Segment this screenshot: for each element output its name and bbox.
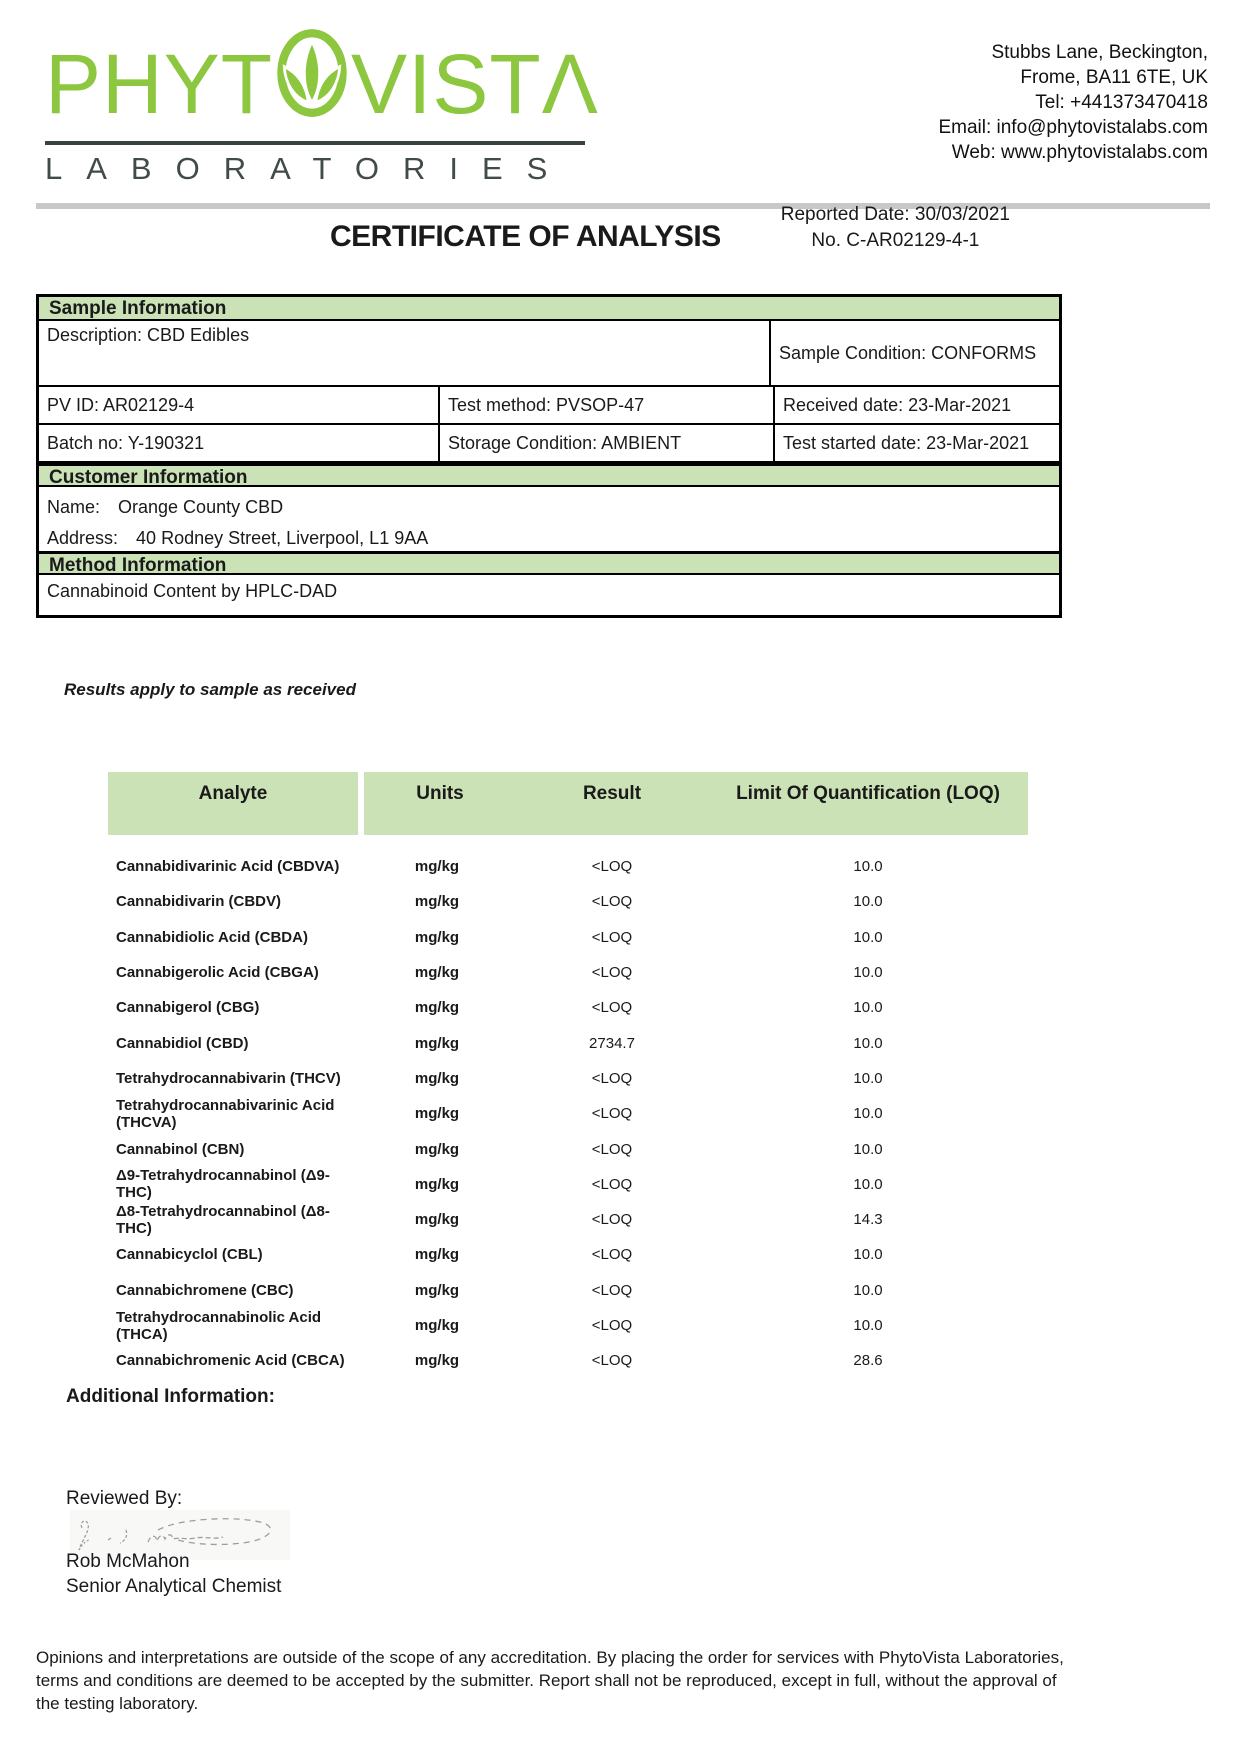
loq-cell: 10.0	[853, 999, 883, 1017]
customer-address-label: Address:	[47, 528, 119, 548]
analyte-cell: Cannabigerolic Acid (CBGA)	[116, 964, 319, 982]
table-row	[108, 920, 1028, 955]
logo-word-part1: PHYT	[45, 36, 274, 131]
units-cell: mg/kg	[414, 1211, 460, 1229]
result-cell: <LOQ	[591, 1317, 633, 1334]
logo-divider-line	[45, 141, 585, 145]
analyte-cell: Cannabigerol (CBG)	[116, 999, 260, 1017]
table-row	[108, 1273, 1028, 1308]
analyte-cell: Cannabidivarin (CBDV)	[116, 893, 282, 911]
units-cell: mg/kg	[414, 1352, 460, 1370]
page-title: CERTIFICATE OF ANALYSIS	[330, 220, 721, 253]
customer-address-value: 40 Rodney Street, Liverpool, L1 9AA	[136, 528, 429, 548]
test-method-cell: Test method: PVSOP-47	[440, 387, 775, 423]
analyte-cell: Tetrahydrocannabinolic Acid (THCA)	[116, 1308, 322, 1343]
result-cell: <LOQ	[591, 928, 633, 946]
table-row	[39, 425, 1059, 463]
sample-description-cell: Description: CBD Edibles	[39, 321, 771, 385]
received-date-cell: Received date: 23-Mar-2021	[783, 394, 1012, 415]
result-cell: 2734.7	[589, 1034, 635, 1052]
column-header-result: Result	[582, 783, 642, 804]
contact-web: Web: www.phytovistalabs.com	[951, 142, 1208, 163]
result-cell: <LOQ	[591, 858, 633, 876]
units-cell: mg/kg	[414, 858, 460, 876]
reviewer-name: Rob McMahon	[66, 1551, 190, 1572]
phytovista-logo	[45, 28, 599, 187]
table-row	[39, 321, 1059, 387]
table-row	[108, 1343, 1028, 1378]
disclaimer-line3: the testing laboratory.	[36, 1694, 199, 1713]
analyte-cell: Δ8-Tetrahydrocannabinol (Δ8-THC)	[116, 1202, 330, 1237]
loq-cell: 10.0	[853, 1175, 883, 1193]
lab-contact-block	[938, 40, 1208, 165]
contact-address-line2: Frome, BA11 6TE, UK	[1020, 67, 1208, 88]
analyte-cell: Cannabichromenic Acid (CBCA)	[116, 1352, 345, 1370]
analyte-cell: Cannabichromene (CBC)	[116, 1281, 294, 1299]
analyte-cell: Δ9-Tetrahydrocannabinol (Δ9-THC)	[116, 1167, 330, 1202]
table-row	[108, 849, 1028, 884]
column-header-analyte: Analyte	[108, 772, 358, 835]
loq-cell: 10.0	[853, 964, 883, 982]
sample-info-table	[36, 294, 1062, 618]
result-cell: <LOQ	[591, 1175, 633, 1193]
additional-information-label: Additional Information:	[66, 1386, 275, 1407]
units-cell: mg/kg	[414, 1140, 460, 1158]
sample-condition-cell: Sample Condition: CONFORMS	[779, 342, 1037, 363]
customer-name-value: Orange County CBD	[118, 497, 284, 517]
logo-subtitle: LABORATORIES	[45, 151, 572, 186]
results-table-body	[108, 835, 1028, 1378]
units-cell: mg/kg	[414, 928, 460, 946]
units-cell: mg/kg	[414, 964, 460, 982]
units-cell: mg/kg	[414, 1175, 460, 1193]
result-cell: <LOQ	[591, 1352, 633, 1370]
result-cell: <LOQ	[591, 1281, 633, 1299]
loq-cell: 14.3	[853, 1211, 883, 1229]
units-cell: mg/kg	[414, 1105, 460, 1123]
analyte-cell: Cannabidiolic Acid (CBDA)	[116, 928, 308, 946]
storage-condition-cell: Storage Condition: AMBIENT	[440, 425, 775, 461]
loq-cell: 10.0	[853, 858, 883, 876]
units-cell: mg/kg	[414, 1281, 460, 1299]
logo-word-part2: VISTΛ	[351, 36, 599, 131]
result-cell: <LOQ	[591, 1246, 633, 1264]
report-number: No. C-AR02129-4-1	[811, 230, 980, 251]
contact-address-line1: Stubbs Lane, Beckington,	[991, 42, 1208, 63]
loq-cell: 10.0	[853, 1281, 883, 1299]
table-row	[108, 1167, 1028, 1202]
column-header-loq: Limit Of Quantification (LOQ)	[736, 783, 1000, 804]
analyte-cell: Cannabicyclol (CBL)	[116, 1246, 263, 1264]
contact-tel: Tel: +441373470418	[1035, 92, 1208, 113]
result-cell: <LOQ	[591, 893, 633, 911]
table-row	[108, 1237, 1028, 1272]
units-cell: mg/kg	[414, 893, 460, 911]
table-row	[108, 1202, 1028, 1237]
column-header-units: Units	[416, 783, 464, 804]
loq-cell: 10.0	[853, 893, 883, 911]
analyte-cell: Tetrahydrocannabivarinic Acid (THCVA)	[116, 1096, 335, 1131]
customer-name-line	[47, 497, 1051, 518]
loq-cell: 10.0	[853, 1105, 883, 1123]
table-row	[108, 990, 1028, 1025]
table-row	[108, 1025, 1028, 1060]
reviewer-title: Senior Analytical Chemist	[66, 1576, 282, 1597]
method-information-header: Method Information	[39, 551, 1059, 575]
results-header-right-block	[364, 772, 1028, 835]
loq-cell: 10.0	[853, 1069, 883, 1087]
disclaimer-line1: Opinions and interpretations are outside of the scope of any accreditation. By placing the order for services with PhytoVista Laboratories,	[36, 1648, 1064, 1667]
result-cell: <LOQ	[591, 1069, 633, 1087]
disclaimer-text	[36, 1646, 1064, 1715]
table-row	[39, 387, 1059, 425]
units-cell: mg/kg	[414, 1069, 460, 1087]
results-note: Results apply to sample as received	[64, 680, 356, 699]
pv-id-cell: PV ID: AR02129-4	[39, 387, 440, 423]
loq-cell: 10.0	[853, 928, 883, 946]
header-divider-line	[36, 203, 1210, 209]
results-table-header	[108, 772, 1028, 835]
units-cell: mg/kg	[414, 1317, 460, 1334]
result-cell: <LOQ	[591, 1211, 633, 1229]
disclaimer-line2: terms and conditions are deemed to be accepted by the submitter. Report shall not be reproduced, except in full, without the approval of	[36, 1671, 1057, 1690]
table-row	[108, 1131, 1028, 1166]
logo-wordmark	[45, 28, 599, 139]
sample-information-header: Sample Information	[39, 297, 1059, 321]
units-cell: mg/kg	[414, 1246, 460, 1264]
units-cell: mg/kg	[414, 1034, 460, 1052]
result-cell: <LOQ	[591, 999, 633, 1017]
customer-name-label: Name:	[47, 497, 101, 517]
results-table	[108, 772, 1028, 1378]
reviewed-by-label: Reviewed By:	[66, 1488, 183, 1509]
batch-no-cell: Batch no: Y-190321	[39, 425, 440, 461]
analyte-cell: Cannabinol (CBN)	[116, 1140, 245, 1158]
test-started-date-cell: Test started date: 23-Mar-2021	[783, 432, 1030, 453]
analyte-cell: Cannabidivarinic Acid (CBDVA)	[116, 858, 340, 876]
contact-email: Email: info@phytovistalabs.com	[938, 117, 1208, 138]
table-row	[108, 955, 1028, 990]
method-info-box: Cannabinoid Content by HPLC-DAD	[47, 580, 338, 601]
table-row	[108, 1061, 1028, 1096]
customer-information-header: Customer Information	[39, 463, 1059, 487]
analyte-cell: Tetrahydrocannabivarin (THCV)	[116, 1069, 341, 1087]
reported-date: Reported Date: 30/03/2021	[780, 204, 1010, 225]
table-row	[108, 884, 1028, 919]
report-meta	[781, 202, 1010, 254]
loq-cell: 10.0	[853, 1140, 883, 1158]
customer-address-line	[47, 528, 1051, 549]
loq-cell: 28.6	[853, 1352, 883, 1370]
loq-cell: 10.0	[853, 1246, 883, 1264]
table-row	[108, 1096, 1028, 1131]
loq-cell: 10.0	[853, 1034, 883, 1052]
loq-cell: 10.0	[853, 1317, 883, 1334]
result-cell: <LOQ	[591, 1105, 633, 1123]
result-cell: <LOQ	[591, 964, 633, 982]
table-row	[108, 1308, 1028, 1343]
customer-info-box	[39, 487, 1059, 551]
result-cell: <LOQ	[591, 1140, 633, 1158]
units-cell: mg/kg	[414, 999, 460, 1017]
leaf-icon	[275, 28, 349, 139]
analyte-cell: Cannabidiol (CBD)	[116, 1034, 249, 1052]
